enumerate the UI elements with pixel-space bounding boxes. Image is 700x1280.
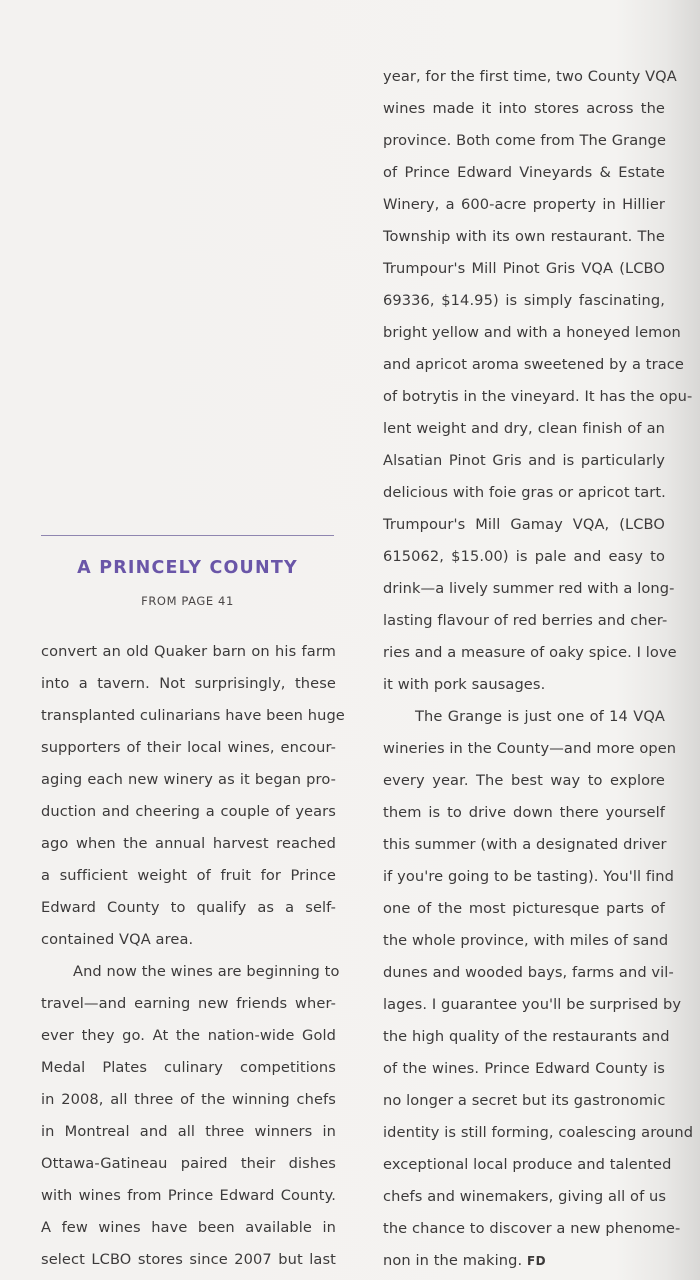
continuation-note: FROM PAGE 41 [141,594,234,608]
text-line: Medal Plates culinary competitions [41,1059,336,1076]
text-line: dunes and wooded bays, farms and vil- [383,964,674,981]
text-line: exceptional local produce and talented [383,1156,672,1173]
text-line: the chance to discover a new phenome- [383,1220,681,1237]
text-line: this summer (with a designated driver [383,836,667,853]
text-line: Township with its own restaurant. The [383,228,665,245]
text-line: supporters of their local wines, encour- [41,739,336,756]
text-line: them is to drive down there yourself [383,804,665,821]
text-line: Ottawa-Gatineau paired their dishes [41,1155,336,1172]
text-line: in Montreal and all three winners in [41,1123,336,1140]
text-line: and apricot aroma sweetened by a trace [383,356,684,373]
text-line: if you're going to be tasting). You'll find [383,868,674,885]
text-line: the high quality of the restaurants and [383,1028,670,1045]
text-line: lent weight and dry, clean finish of an [383,420,665,437]
text-line: Trumpour's Mill Pinot Gris VQA (LCBO [383,260,665,277]
text-line: bright yellow and with a honeyed lemon [383,324,681,341]
section-title: A PRINCELY COUNTY [77,558,298,578]
text-line: of the wines. Prince Edward County is [383,1060,665,1077]
text-line: it with pork sausages. [383,676,546,693]
text-line: year, for the first time, two County VQA [383,68,677,85]
text-line: non in the making. [383,1252,523,1269]
text-line: duction and cheering a couple of years [41,803,336,820]
text-line: convert an old Quaker barn on his farm [41,643,336,660]
text-line: in 2008, all three of the winning chefs [41,1091,336,1108]
text-line: travel—and earning new friends wher- [41,995,336,1012]
author-signature: FD [526,1254,547,1268]
text-line: wines made it into stores across the [383,100,665,117]
text-line: no longer a secret but its gastronomic [383,1092,666,1109]
text-line: lasting flavour of red berries and cher- [383,612,668,629]
section-divider [41,535,334,536]
text-line: select LCBO stores since 2007 but last [41,1251,336,1268]
text-line: wineries in the County—and more open [383,740,677,757]
text-line: chefs and winemakers, giving all of us [383,1188,667,1205]
text-line: of Prince Edward Vineyards & Estate [383,164,665,181]
text-line: 69336, $14.95) is simply fascinating, [383,292,665,309]
text-line: A few wines have been available in [41,1219,336,1236]
text-line: contained VQA area. [41,931,194,948]
text-line: Edward County to qualify as a self- [41,899,336,916]
text-line: And now the wines are beginning to [73,963,340,980]
text-line: transplanted culinarians have been huge [41,707,345,724]
text-line: into a tavern. Not surprisingly, these [41,675,336,692]
text-line: Alsatian Pinot Gris and is particularly [383,452,665,469]
text-line: every year. The best way to explore [383,772,665,789]
text-line: province. Both come from The Grange [383,132,667,149]
text-line: ago when the annual harvest reached [41,835,336,852]
text-line: Winery, a 600-acre property in Hillier [383,196,665,213]
text-line: a sufficient weight of fruit for Prince [41,867,336,884]
text-line: lages. I guarantee you'll be surprised by [383,996,682,1013]
text-line: one of the most picturesque parts of [383,900,665,917]
text-line: The Grange is just one of 14 VQA [415,708,665,725]
text-line: 615062, $15.00) is pale and easy to [383,548,665,565]
text-line: identity is still forming, coalescing around [383,1124,694,1141]
text-line: delicious with foie gras or apricot tart. [383,484,666,501]
final-line [383,1251,665,1271]
text-line: ever they go. At the nation-wide Gold [41,1027,336,1044]
text-line: Trumpour's Mill Gamay VQA, (LCBO [383,516,665,533]
text-line: with wines from Prince Edward County. [41,1187,336,1204]
text-line: aging each new winery as it began pro- [41,771,336,788]
text-line: the whole province, with miles of sand [383,932,669,949]
text-line: ries and a measure of oaky spice. I love [383,644,677,661]
text-line: of botrytis in the vineyard. It has the opu- [383,388,693,405]
text-line: drink—a lively summer red with a long- [383,580,675,597]
